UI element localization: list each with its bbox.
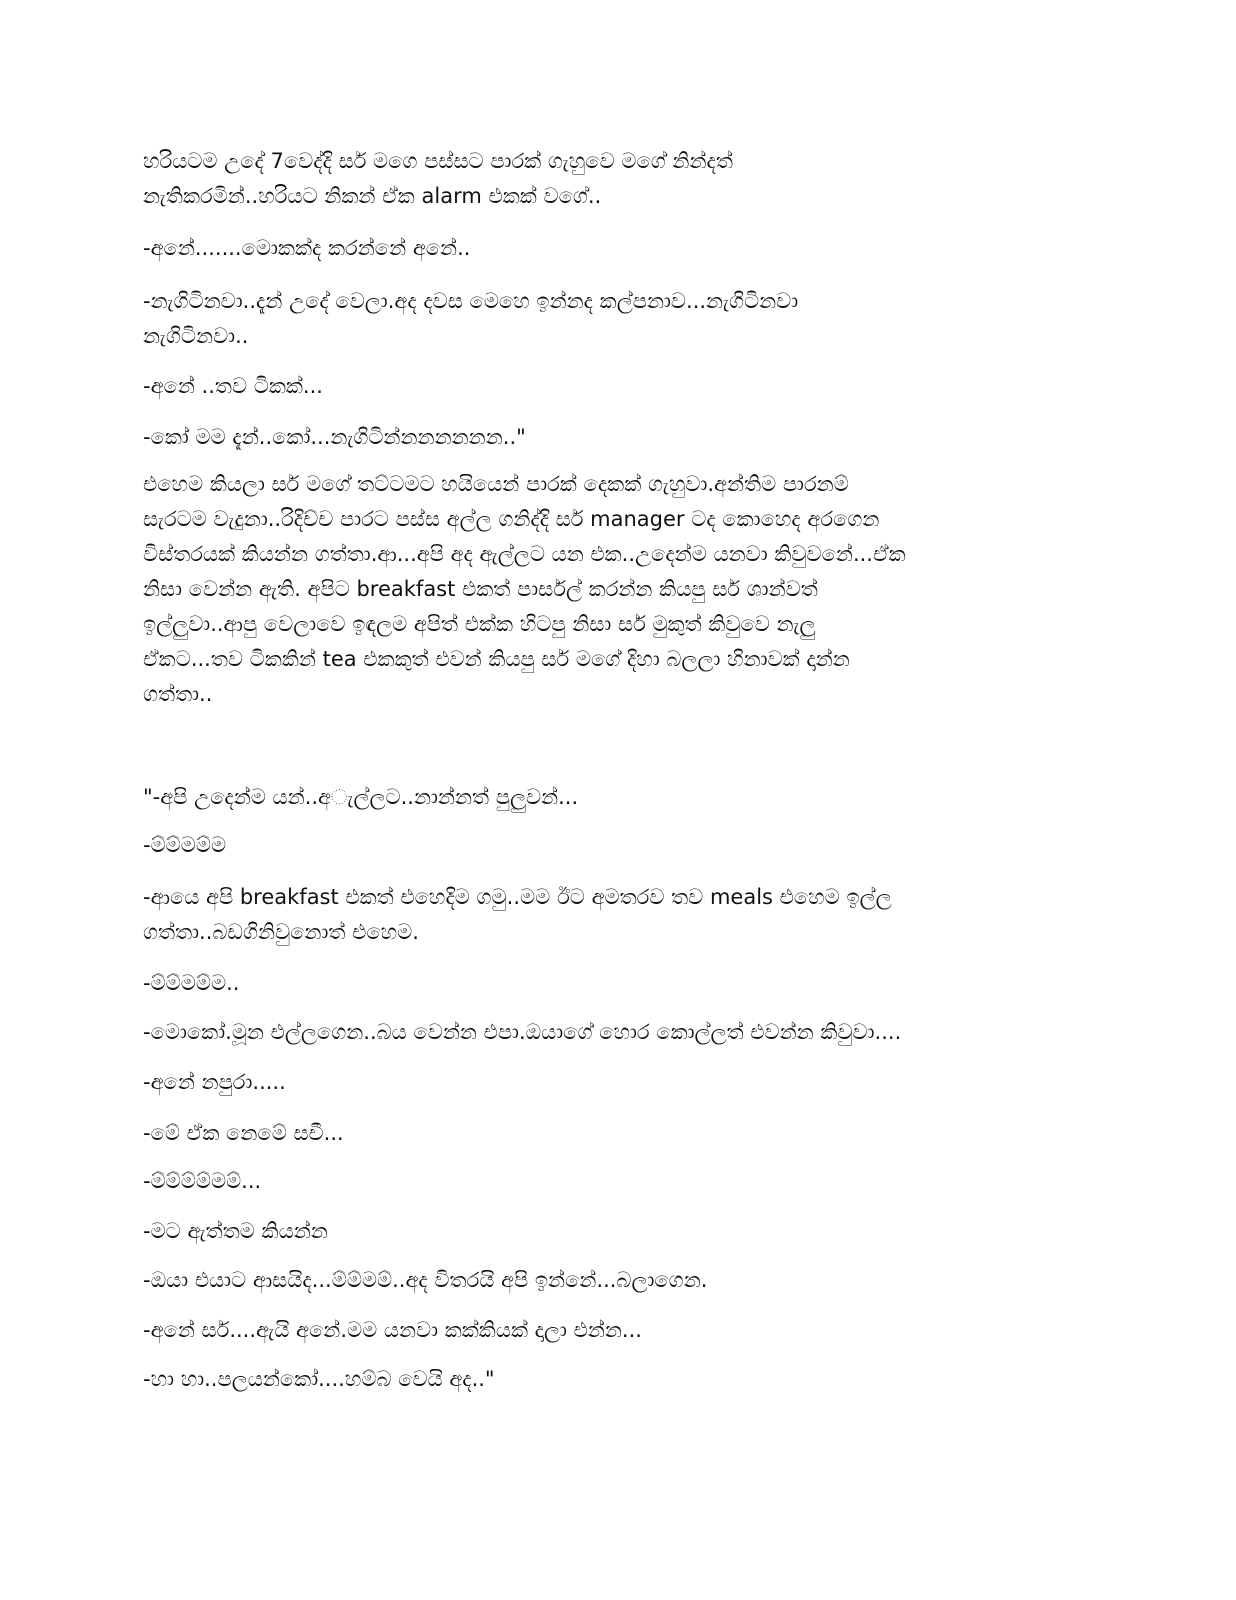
text-line: -මට ඇත්තම කියන්න (143, 1219, 328, 1243)
text-line: නිසා වෙන්න ඇති. අපිට breakfast එකත් පාර්සල් කරන්න කියපු සර් ශාන්වත් (143, 577, 818, 601)
paragraph-1 (143, 144, 1083, 214)
paragraph-3 (143, 284, 1083, 354)
paragraph-7 (143, 780, 1083, 815)
paragraph-18 (143, 1362, 1083, 1397)
paragraph-14 (143, 1164, 1083, 1199)
text-line: නැතිකරමින්..හරියට නිකන් ඒක alarm එකක් වගේ.. (143, 184, 602, 208)
text-line: ඒකට...තව ටිකකින් tea එකකුත් එවන් කියපු සර් මගේ දිහා බලලා හිනාවක් දාන්න (143, 647, 850, 671)
text-line: නැගිටිනවා.. (143, 324, 249, 348)
text-line: විස්තරයක් කියන්න ගත්තා.ආ...අපි අද ඇල්ලට යන එක..උදෙන්ම යනවා කිවුවනේ...ඒක (143, 542, 906, 566)
text-line: -හා හා..පලයන්කෝ....හම්බ වෙයි අද.." (143, 1367, 495, 1391)
text-line: -අනේ නපුරා..... (143, 1070, 286, 1094)
paragraph-16 (143, 1263, 1083, 1298)
paragraph-2 (143, 231, 1083, 266)
paragraph-13 (143, 1116, 1083, 1151)
paragraph-15 (143, 1214, 1083, 1249)
text-line: -අනේ ..තව ටිකක්... (143, 374, 323, 398)
text-line: -ම්ම්මම්ම.. (143, 971, 240, 995)
paragraph-8 (143, 828, 1083, 863)
text-line: -මොකෝ.මූන එල්ලගෙන..බය වෙන්න එපා.ඔයාගේ හොර කොල්ලත් එවන්න කිවුවා.... (143, 1020, 902, 1044)
text-line: -ම්ම්මම්ම (143, 833, 227, 857)
text-line: -ආයෙ අපි breakfast එකත් එහෙදිම ගමු..මම ඊට අමතරව තව meals එහෙම ඉල්ල (143, 885, 892, 909)
text-line: -අනේ සර්....ඇයි අනේ.මම යනවා කක්කියක් දාලා එන්න... (143, 1318, 642, 1342)
paragraph-11 (143, 1015, 1083, 1050)
text-line: -නැගිටිනවා..දැන් උදේ වෙලා.අද දවස මෙහෙ ඉන්නද කල්පනාව...නැගිටිනවා (143, 289, 799, 313)
paragraph-10 (143, 966, 1083, 1001)
paragraph-17 (143, 1313, 1083, 1348)
paragraph-6 (143, 467, 1083, 712)
text-line: -මේ ඒක නෙමේ සචී... (143, 1121, 344, 1145)
text-line: ගත්තා.. (143, 682, 213, 706)
text-line: ගත්තා..බඩගිනිවුනොත් එහෙම. (143, 920, 419, 944)
text-line: -අනේ.......මොකක්ද කරන්නේ අනේ.. (143, 236, 471, 260)
text-line: හරියටම උදේ 7වෙද්දි සර් මගෙ පස්සට පාරක් ගැහුවෙ මගේ නින්දත් (143, 149, 733, 173)
paragraph-4 (143, 369, 1083, 404)
text-line: එහෙම කියලා සර් මගේ තට්ටමට හයියෙන් පාරක් දෙකක් ගැහුවා.අන්තිම පාරනම් (143, 472, 849, 496)
text-line: -ම්ම්ම්ම්මම්... (143, 1169, 262, 1193)
paragraph-5 (143, 420, 1083, 455)
text-line: -කෝ මම දැන්..කෝ...නැගිටින්නනනනනන.." (143, 425, 526, 449)
text-line: "-අපි උදෙන්ම යන්..අැල්ලට..නාන්නත් පුලුවන්... (143, 785, 579, 809)
text-line: -ඔයා එයාට ආසයිද...ම්ම්මම්..අද විතරයි අපි ඉන්නේ...බලාගෙන. (143, 1268, 708, 1292)
text-line: සැරටම වැදුනා..රිදිච්ච පාරට පස්ස අල්ල ගනිද්දි සර් manager ටද කොහෙද අරගෙන (143, 507, 880, 531)
text-line: ඉල්ලුවා..ආපු වෙලාවෙ ඉඳලම අපිත් එක්ක හිටපු නිසා සර් මුකුත් කිවුවෙ නැලු (143, 612, 816, 636)
paragraph-9 (143, 880, 1083, 950)
paragraph-12 (143, 1065, 1083, 1100)
